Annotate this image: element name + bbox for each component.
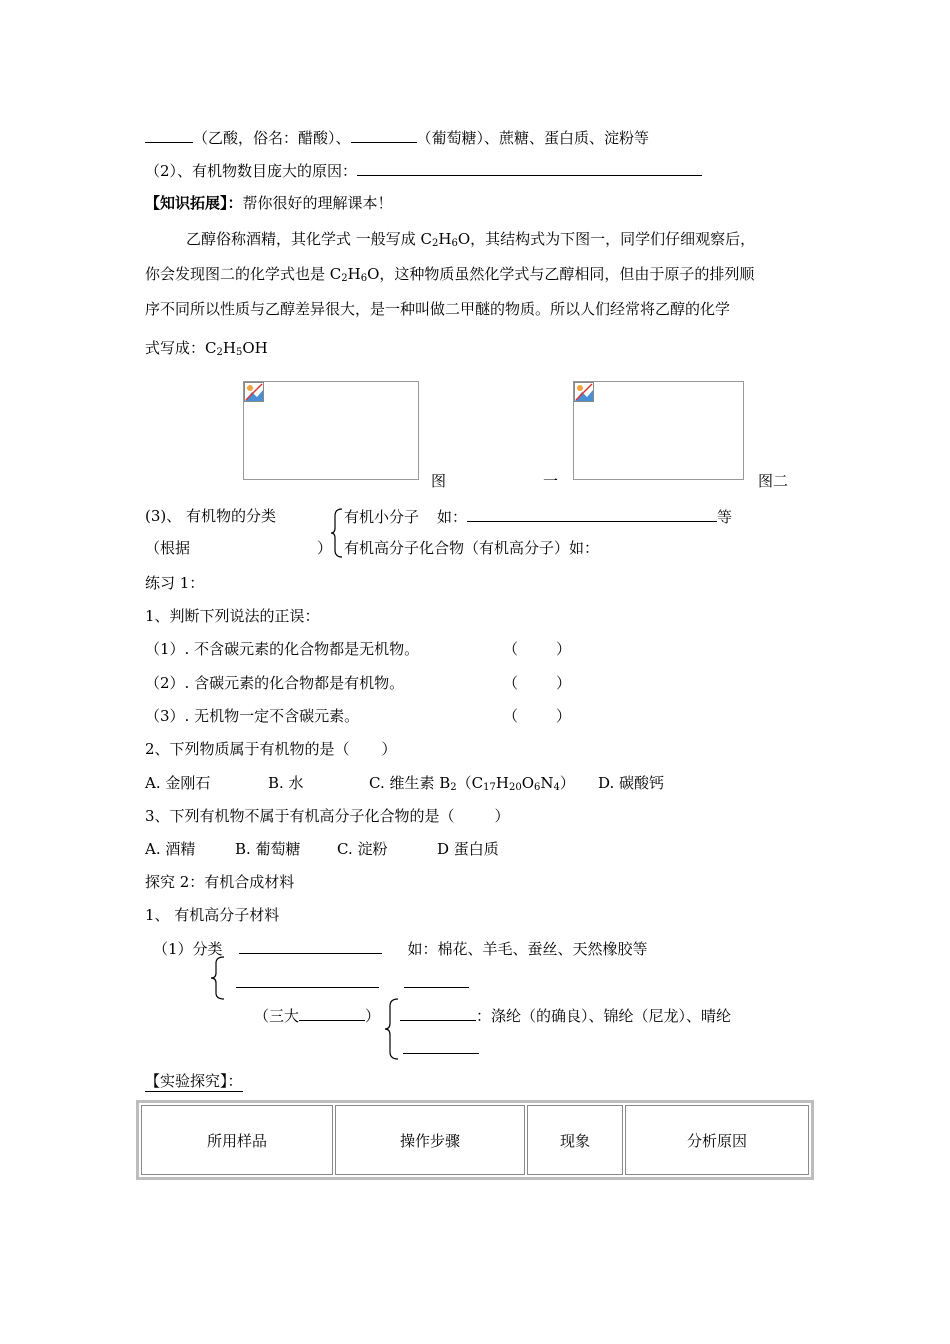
classify-line: [153, 938, 648, 959]
subscript: 2: [341, 273, 348, 284]
text: （: [503, 707, 519, 725]
text: OH: [242, 339, 268, 357]
text: O: [521, 774, 535, 792]
option-3d[interactable]: D 蛋白质: [437, 840, 499, 858]
text: H: [222, 339, 236, 357]
knowledge-title: [145, 193, 393, 213]
text: 乙醇俗称酒精，其化学式 一般写成 C: [186, 230, 433, 248]
classification-label: (3)、 有机物的分类: [145, 507, 277, 525]
subscript: 6: [451, 238, 458, 249]
table-header-cell: 操作步骤: [335, 1105, 525, 1175]
classification-large: 有机高分子化合物（有机高分子）如：: [344, 539, 600, 557]
option-3b[interactable]: B. 葡萄糖: [235, 840, 301, 858]
answer-paren[interactable]: [503, 639, 571, 659]
broken-image-icon: [574, 382, 594, 402]
answer-blank[interactable]: [236, 972, 379, 988]
subscript: 2: [216, 347, 223, 358]
classification-small: [344, 506, 732, 527]
text: 如：棉花、羊毛、蚕丝、天然橡胶等: [407, 940, 648, 958]
text: ）: [381, 740, 397, 758]
line-ethanoic: [145, 127, 649, 148]
text: 序不同所以性质与乙醇差异很大，是一种叫做二甲醚的物质。所以人们经常将乙醇的化学: [145, 300, 731, 318]
subscript: 5: [235, 347, 243, 358]
text: （乙酸，俗名：醋酸）、: [193, 129, 351, 147]
text: （: [503, 674, 519, 692]
fiber-line-2: [403, 1038, 479, 1059]
text: （根据: [145, 539, 191, 557]
text: 帮你很好的理解课本！: [242, 194, 393, 212]
table-row: [141, 1105, 809, 1175]
classification-basis: [145, 538, 332, 558]
text: （C: [456, 774, 484, 792]
answer-paren[interactable]: [503, 706, 571, 726]
exercise-title: 练习 1：: [145, 574, 205, 592]
question-1-2: （2）. 含碳元素的化合物都是有机物。: [145, 674, 405, 692]
question-2: [145, 739, 397, 759]
text: ）: [556, 707, 572, 725]
text: 2、下列物质属于有机物的是（: [145, 740, 350, 758]
question-1-3: （3）. 无机物一定不含碳元素。: [145, 707, 360, 725]
figure-label-a: 图: [431, 472, 447, 490]
figure-one-image: [243, 381, 419, 480]
text: O，其结构式为下图一，同学们仔细观察后，: [457, 230, 756, 248]
table-header-cell: 所用样品: [141, 1105, 333, 1175]
subscript: 17: [483, 782, 496, 793]
option-3c[interactable]: C. 淀粉: [337, 840, 388, 858]
knowledge-p2: [145, 264, 754, 289]
subscript: 20: [508, 782, 522, 793]
question-1-1: （1）. 不含碳元素的化合物都是无机物。: [145, 640, 420, 658]
classify-line-2: [236, 972, 469, 993]
answer-blank[interactable]: [299, 1005, 365, 1021]
subscript: 2: [432, 238, 439, 249]
text: C. 维生素 B: [369, 774, 451, 792]
text: ：涤纶（的确良）、锦纶（尼龙）、晴纶: [476, 1007, 732, 1025]
experiment-title: 【实验探究】：: [145, 1072, 243, 1090]
text: ）: [317, 539, 333, 557]
explore-item-1: 1、 有机高分子材料: [145, 906, 280, 924]
answer-blank[interactable]: [400, 1005, 476, 1021]
text: 式写成：C: [145, 339, 217, 357]
text: H: [347, 265, 361, 283]
text: H: [438, 230, 452, 248]
text: （三大: [254, 1007, 300, 1025]
subscript: 6: [534, 782, 541, 793]
text: （: [503, 640, 519, 658]
brace-icon: [330, 508, 344, 558]
answer-blank[interactable]: [145, 127, 193, 143]
subscript: 4: [553, 782, 560, 793]
experiment-table: [136, 1100, 814, 1180]
answer-blank[interactable]: [351, 127, 417, 143]
broken-image-icon: [244, 382, 264, 402]
answer-blank[interactable]: [403, 1038, 479, 1054]
answer-blank[interactable]: [467, 506, 717, 522]
text: ）: [494, 807, 510, 825]
text: ）: [559, 774, 575, 792]
text: （2）、有机物数目庞大的原因：: [145, 162, 358, 180]
section-title: 【知识拓展】：: [145, 194, 243, 212]
text: （葡萄糖）、蔗糖、蛋白质、淀粉等: [416, 129, 650, 147]
text: H: [495, 774, 509, 792]
question-1: 1、判断下列说法的正误：: [145, 607, 320, 625]
knowledge-p4: [145, 338, 268, 363]
option-3a[interactable]: A. 酒精: [145, 840, 196, 858]
three-big-line: [254, 1005, 380, 1026]
text: N: [540, 774, 554, 792]
answer-blank[interactable]: [357, 160, 702, 176]
figure-label-b: 一: [543, 472, 559, 490]
line-reason: [145, 160, 702, 181]
option-2b[interactable]: B. 水: [268, 774, 304, 792]
fiber-line: [400, 1005, 731, 1026]
knowledge-p3: [145, 299, 730, 319]
text: ）: [556, 674, 572, 692]
figure-label-c: 图二: [758, 472, 789, 490]
text: ）: [365, 1007, 381, 1025]
text: O，这种物质虽然化学式与乙醇相同，但由于原子的排列顺: [367, 265, 755, 283]
knowledge-p1: [186, 229, 755, 254]
figure-two-image: [573, 381, 744, 480]
explore-title: 探究 2：有机合成材料: [145, 873, 295, 891]
table-header-cell: 分析原因: [625, 1105, 809, 1175]
answer-blank[interactable]: [239, 938, 382, 954]
option-2a[interactable]: A. 金刚石: [145, 774, 211, 792]
answer-paren[interactable]: [503, 673, 571, 693]
subscript: 2: [450, 782, 457, 793]
question-3: [145, 806, 510, 826]
text: 如：: [437, 508, 468, 526]
answer-blank[interactable]: [404, 972, 469, 988]
text: ）: [556, 640, 572, 658]
brace-icon: [210, 956, 226, 1000]
option-2c[interactable]: [369, 773, 575, 798]
table-header-cell: 现象: [527, 1105, 623, 1175]
option-2d[interactable]: D. 碳酸钙: [598, 774, 665, 792]
text: 有机小分子: [344, 508, 420, 526]
text: 3、下列有机物不属于有机高分子化合物的是（: [145, 807, 455, 825]
text: （1）分类: [153, 940, 223, 958]
text: 你会发现图二的化学式也是 C: [145, 265, 342, 283]
brace-icon: [384, 998, 400, 1060]
text: 等: [717, 508, 733, 526]
subscript: 6: [360, 273, 368, 284]
